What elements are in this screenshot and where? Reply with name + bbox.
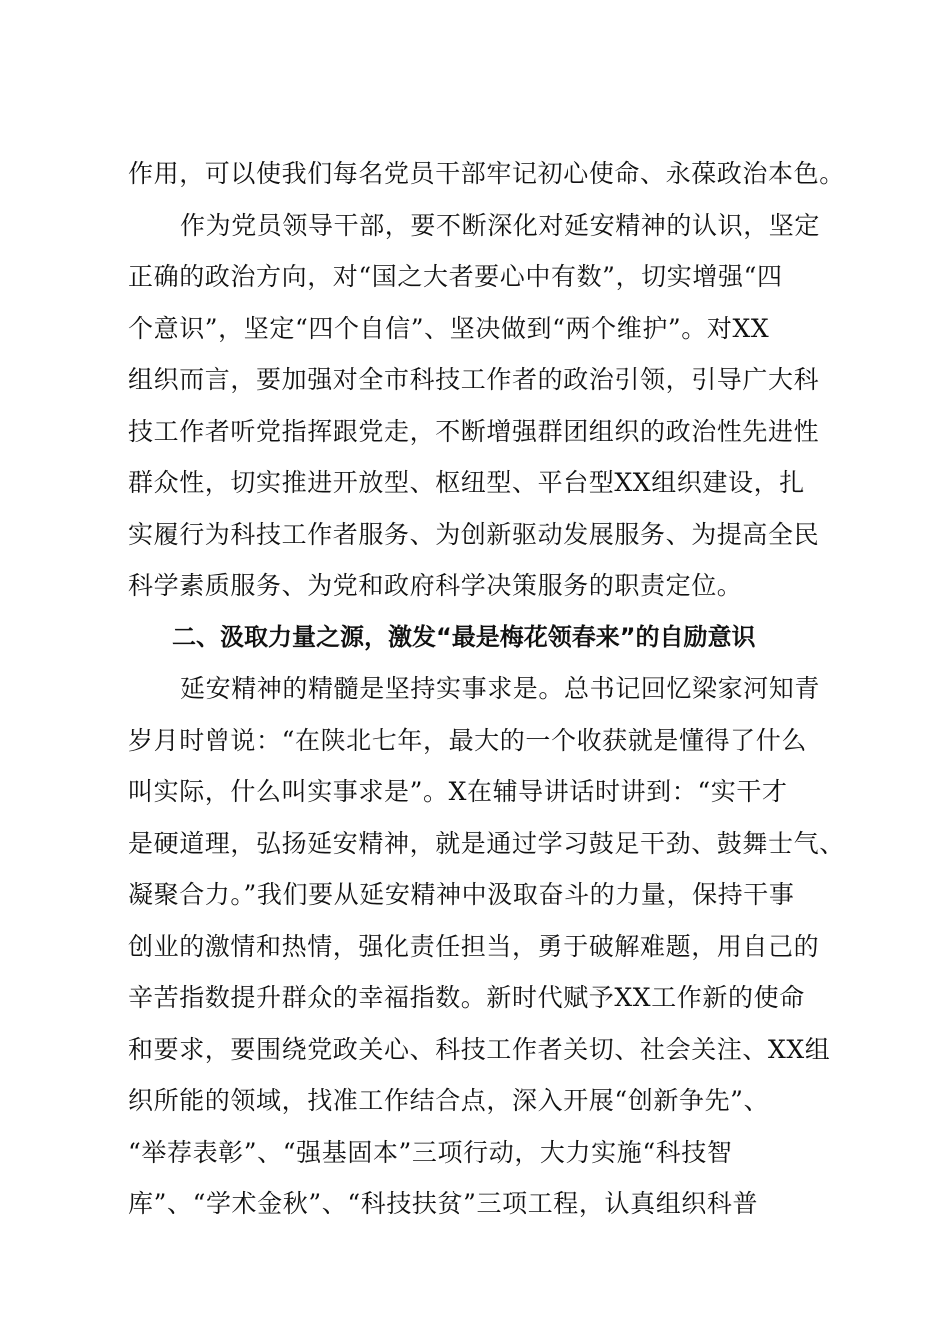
section-heading: 二、汲取力量之源，激发“最是梅花领春来”的自励意识 — [172, 622, 756, 651]
body-line: 创业的激情和热情，强化责任担当，勇于破解难题，用自己的 — [128, 931, 820, 961]
body-line: 叫实际，什么叫实事求是”。X在辅导讲话时讲到：“实干才 — [128, 777, 788, 806]
body-line: 辛苦指数提升群众的幸福指数。新时代赋予XX工作新的使命 — [128, 983, 805, 1012]
body-line: “举荐表彰”、“强基固本”三项行动，大力实施“科技智 — [128, 1137, 733, 1167]
body-line: 岁月时曾说：“在陕北七年，最大的一个收获就是懂得了什么 — [128, 725, 807, 755]
body-line: 技工作者听党指挥跟党走，不断增强群团组织的政治性先进性 — [128, 416, 820, 446]
body-line: 组织而言，要加强对全市科技工作者的政治引领，引导广大科 — [128, 365, 820, 394]
paragraph-start-line: 作为党员领导干部，要不断深化对延安精神的认识，坚定 — [180, 210, 821, 240]
body-line: 实履行为科技工作者服务、为创新驱动发展服务、为提高全民 — [128, 519, 820, 549]
body-line: 和要求，要围绕党政关心、科技工作者关切、社会关注、XX组 — [128, 1034, 831, 1064]
body-line: 群众性，切实推进开放型、枢纽型、平台型XX组织建设，扎 — [128, 468, 805, 497]
document-body — [128, 148, 845, 1230]
body-line: 科学素质服务、为党和政府科学决策服务的职责定位。 — [128, 571, 743, 600]
body-line: 个意识”，坚定“四个自信”、坚决做到“两个维护”。对XX — [128, 313, 770, 343]
body-line: 织所能的领域，找准工作结合点，深入开展“创新争先”、 — [128, 1086, 770, 1115]
body-line: 作用，可以使我们每名党员干部牢记初心使命、永葆政治本色。 — [128, 159, 845, 188]
body-line: 库”、“学术金秋”、“科技扶贫”三项工程，认真组织科普 — [128, 1189, 759, 1218]
body-line: 正确的政治方向，对“国之大者要心中有数”，切实增强“四 — [128, 262, 783, 291]
paragraph-start-line: 延安精神的精髓是坚持实事求是。总书记回忆梁家河知青 — [180, 674, 821, 703]
body-line: 是硬道理，弘扬延安精神，就是通过学习鼓足干劲、鼓舞士气、 — [128, 828, 845, 858]
body-line: 凝聚合力。”我们要从延安精神中汲取奋斗的力量，保持干事 — [128, 880, 795, 909]
